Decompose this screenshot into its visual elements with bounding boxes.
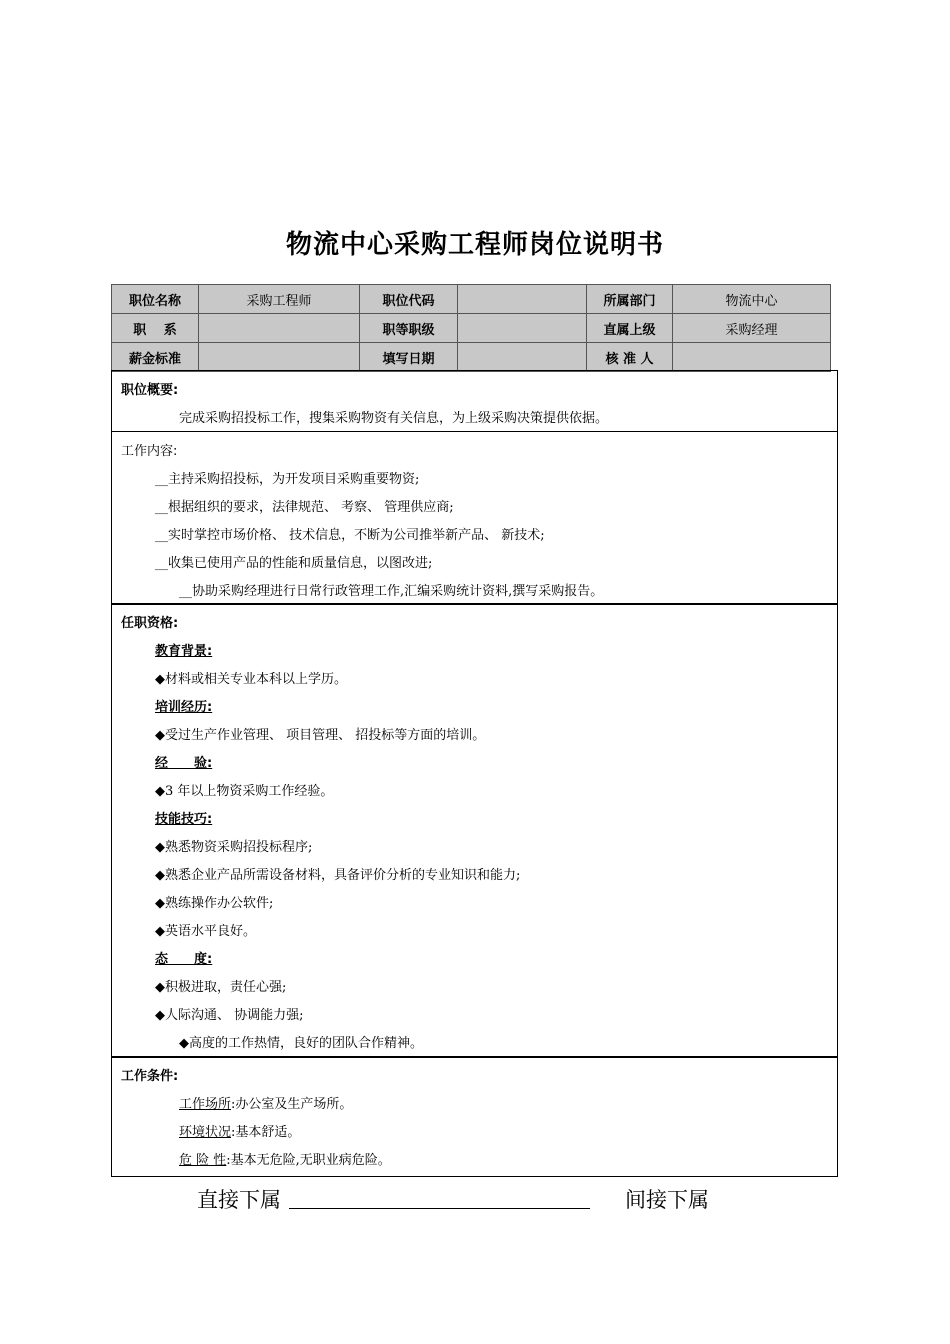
work-conditions-title: 工作条件: <box>121 1069 179 1084</box>
overview-section <box>111 370 838 432</box>
header-info-table <box>111 284 831 372</box>
condition-item <box>179 1149 391 1168</box>
work-item: __协助采购经理进行日常行政管理工作,汇编采购统计资料,撰写采购报告。 <box>179 584 604 599</box>
header-row <box>112 314 831 343</box>
position-code-label: 职位代码 <box>360 285 458 314</box>
qualifications-title: 任职资格: <box>121 616 179 631</box>
work-content-title: 工作内容: <box>121 444 178 459</box>
condition-label: 工作场所 <box>179 1097 232 1112</box>
grade-label: 职等职级 <box>360 314 458 343</box>
overview-title: 职位概要: <box>121 383 179 398</box>
experience-heading: 经 验: <box>155 756 213 771</box>
direct-subordinates-label: 直接下属 <box>197 1188 281 1212</box>
work-content-section <box>111 431 838 605</box>
supervisor-label: 直属上级 <box>587 314 673 343</box>
supervisor-value: 采购经理 <box>673 314 831 343</box>
position-code-value <box>458 285 587 314</box>
skill-item: ◆熟悉物资采购招投标程序; <box>155 840 313 855</box>
direct-subordinates-blank <box>289 1208 590 1209</box>
salary-value <box>199 343 360 372</box>
condition-item <box>179 1093 352 1112</box>
work-item: __收集已使用产品的性能和质量信息，以图改进; <box>155 556 433 571</box>
condition-label: 危 险 性 <box>179 1153 227 1168</box>
training-heading: 培训经历: <box>155 700 213 715</box>
header-row <box>112 343 831 372</box>
education-text: ◆材料或相关专业本科以上学历。 <box>155 672 347 687</box>
attitude-item: ◆高度的工作热情，良好的团队合作精神。 <box>179 1036 423 1051</box>
position-name-label: 职位名称 <box>112 285 199 314</box>
fill-date-label: 填写日期 <box>360 343 458 372</box>
department-label: 所属部门 <box>587 285 673 314</box>
skill-item: ◆英语水平良好。 <box>155 924 256 939</box>
skill-item: ◆熟悉企业产品所需设备材料，具备评价分析的专业知识和能力; <box>155 868 521 883</box>
work-item: __实时掌控市场价格、 技术信息，不断为公司推举新产品、 新技术; <box>155 528 545 543</box>
education-heading: 教育背景: <box>155 644 213 659</box>
training-text: ◆受过生产作业管理、 项目管理、 招投标等方面的培训。 <box>155 728 486 743</box>
experience-text: ◆3 年以上物资采购工作经验。 <box>155 784 334 799</box>
indirect-subordinates-label: 间接下属 <box>625 1188 709 1212</box>
header-row <box>112 285 831 314</box>
job-family-value <box>199 314 360 343</box>
condition-value: :办公室及生产场所。 <box>231 1097 353 1112</box>
job-family-label: 职 系 <box>112 314 199 343</box>
skill-item: ◆熟练操作办公软件; <box>155 896 274 911</box>
qualifications-section <box>111 603 838 1058</box>
approver-label: 核 准 人 <box>587 343 673 372</box>
work-item: __主持采购招投标，为开发项目采购重要物资; <box>155 472 420 487</box>
attitude-item: ◆积极进取，责任心强; <box>155 980 287 995</box>
skills-heading: 技能技巧: <box>155 812 213 827</box>
condition-value: :基本舒适。 <box>231 1125 301 1140</box>
salary-label: 薪金标准 <box>112 343 199 372</box>
condition-label: 环境状况 <box>179 1125 232 1140</box>
attitude-heading: 态 度: <box>155 952 213 967</box>
condition-value: :基本无危险,无职业病危险。 <box>226 1153 391 1168</box>
approver-value <box>673 343 831 372</box>
work-item: __根据组织的要求，法律规范、 考察、 管理供应商; <box>155 500 454 515</box>
work-conditions-section <box>111 1056 838 1177</box>
position-name-value: 采购工程师 <box>199 285 360 314</box>
attitude-item: ◆人际沟通、 协调能力强; <box>155 1008 304 1023</box>
document-title: 物流中心采购工程师岗位说明书 <box>285 230 664 260</box>
overview-text: 完成采购招投标工作，搜集采购物资有关信息，为上级采购决策提供依据。 <box>179 411 609 426</box>
department-value: 物流中心 <box>673 285 831 314</box>
condition-item <box>179 1121 300 1140</box>
fill-date-value <box>458 343 587 372</box>
grade-value <box>458 314 587 343</box>
